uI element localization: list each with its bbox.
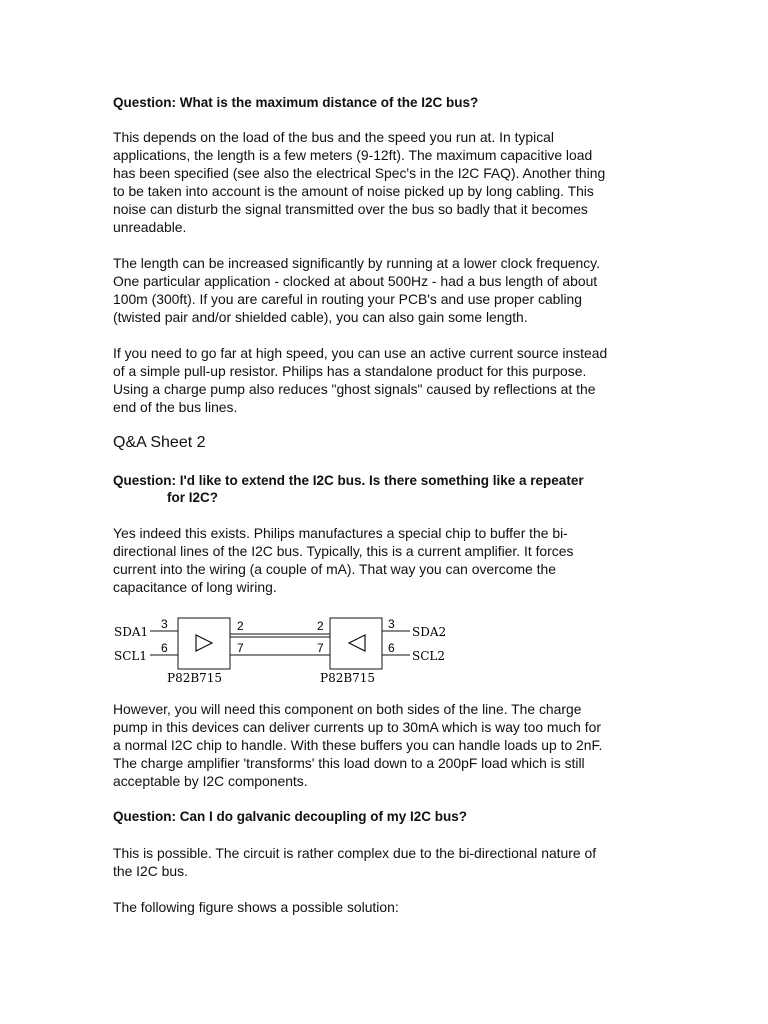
answer-repeater-paragraph-1: [113, 524, 653, 596]
answer-max-distance-paragraph-2: [113, 254, 653, 326]
pin-label: 2: [317, 619, 324, 633]
text-line: If you need to go far at high speed, you can use an active current source instead: [113, 345, 608, 361]
text-line: One particular application - clocked at about 500Hz - had a bus length of about: [113, 273, 598, 289]
text-line: end of the bus lines.: [113, 399, 238, 415]
sda2-label: SDA2: [412, 625, 447, 639]
left-chip-box: [178, 618, 230, 669]
text-line: current into the wiring (a couple of mA). That way you can overcome the: [113, 561, 556, 577]
text-line: This is possible. The circuit is rather complex due to the bi-directional nature of: [113, 845, 597, 861]
text-line: The following figure shows a possible solution:: [113, 899, 399, 915]
sda1-label: SDA1: [114, 625, 149, 639]
text-line: the I2C bus.: [113, 863, 188, 879]
text-line: a normal I2C chip to handle. With these buffers you can handle loads up to 2nF.: [113, 737, 603, 753]
pin-label: 7: [237, 641, 244, 655]
question-max-distance: Question: What is the maximum distance of the I2C bus?: [113, 95, 479, 110]
text-line: directional lines of the I2C bus. Typically, this is a current amplifier. It forces: [113, 543, 574, 559]
text-line: However, you will need this component on both sides of the line. The charge: [113, 701, 582, 717]
answer-max-distance-paragraph-3: [113, 344, 653, 416]
answer-repeater-paragraph-2: [113, 700, 653, 790]
text-line: acceptable by I2C components.: [113, 773, 308, 789]
text-line: has been specified (see also the electrical Spec's in the I2C FAQ). Another thing: [113, 165, 606, 181]
pin-label: 2: [237, 619, 244, 633]
text-line: capacitance of long wiring.: [113, 579, 277, 595]
answer-max-distance-paragraph-1: [113, 128, 653, 236]
text-line: unreadable.: [113, 219, 187, 235]
question-repeater-line-2: for I2C?: [167, 490, 219, 505]
text-line: Yes indeed this exists. Philips manufactures a special chip to buffer the bi-: [113, 525, 568, 541]
right-chip-box: [330, 618, 382, 669]
answer-galvanic-paragraph-2: [113, 898, 653, 916]
buffer-triangle-right-icon: [196, 635, 212, 651]
pin-label: 6: [388, 641, 395, 655]
pin-label: 6: [161, 641, 168, 655]
pin-label: 3: [161, 617, 168, 631]
text-line: applications, the length is a few meters (9-12ft). The maximum capacitive load: [113, 147, 593, 163]
pin-label: 3: [388, 617, 395, 631]
pin-label: 7: [317, 641, 324, 655]
text-line: 100m (300ft). If you are careful in routing your PCB's and use proper cabling: [113, 291, 583, 307]
scl2-label: SCL2: [412, 649, 446, 663]
repeater-circuit-diagram: [113, 612, 458, 690]
scl1-label: SCL1: [114, 649, 148, 663]
chip-part-number-left: P82B715: [167, 671, 223, 685]
text-line: to be taken into account is the amount of noise picked up by long cabling. This: [113, 183, 594, 199]
text-line: (twisted pair and/or shielded cable), you can also gain some length.: [113, 309, 528, 325]
text-line: The charge amplifier 'transforms' this load down to a 200pF load which is still: [113, 755, 585, 771]
answer-galvanic-paragraph-1: [113, 844, 653, 880]
section-title: Q&A Sheet 2: [113, 434, 206, 451]
text-line: The length can be increased significantly by running at a lower clock frequency.: [113, 255, 600, 271]
text-line: Using a charge pump also reduces "ghost signals" caused by reflections at the: [113, 381, 596, 397]
question-repeater-line-1: Question: I'd like to extend the I2C bus. Is there something like a repeater: [113, 473, 584, 488]
chip-part-number-right: P82B715: [320, 671, 376, 685]
text-line: pump in this devices can deliver currents up to 30mA which is way too much for: [113, 719, 601, 735]
text-line: of a simple pull-up resistor. Philips has a standalone product for this purpose.: [113, 363, 587, 379]
buffer-triangle-left-icon: [349, 635, 365, 651]
question-galvanic-decoupling: Question: Can I do galvanic decoupling of my I2C bus?: [113, 809, 468, 824]
text-line: noise can disturb the signal transmitted over the bus so badly that it becomes: [113, 201, 588, 217]
question-repeater: [113, 472, 653, 506]
text-line: This depends on the load of the bus and the speed you run at. In typical: [113, 129, 554, 145]
